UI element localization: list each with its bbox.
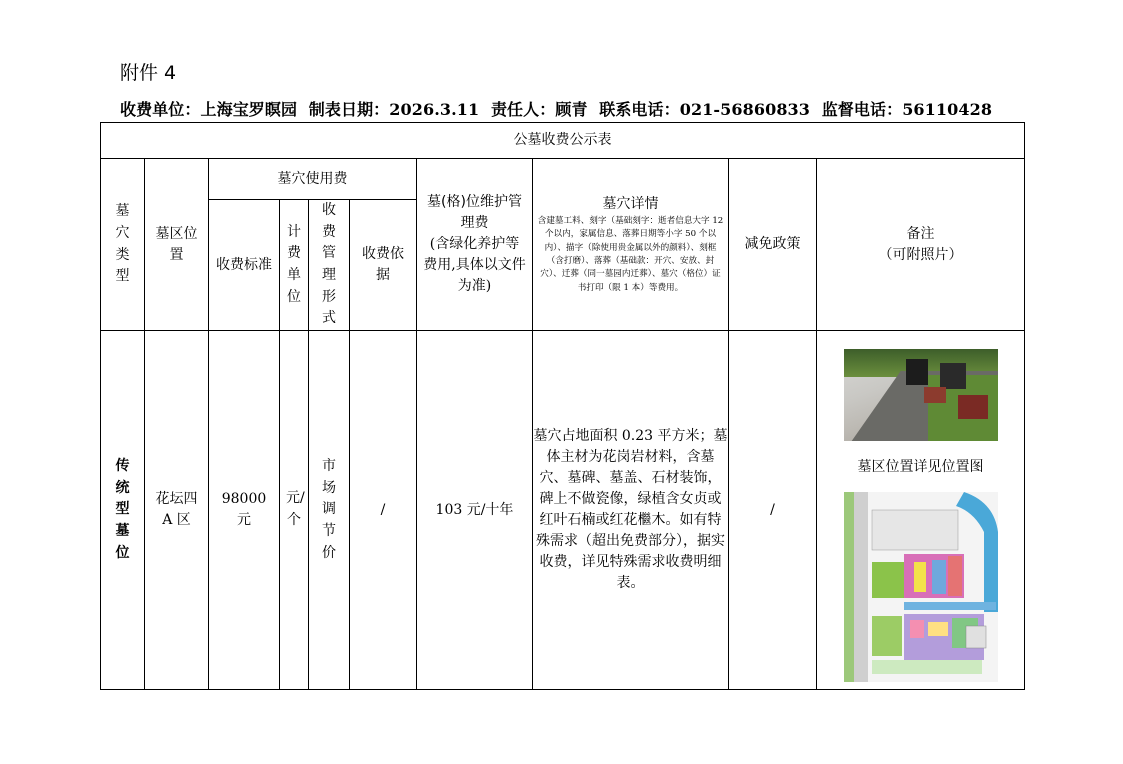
responsible-person: 责任人：顾青 — [490, 100, 588, 119]
header-remarks — [817, 159, 1025, 331]
row-standard: 98000元 — [209, 331, 280, 690]
grave-photo — [844, 349, 998, 441]
header-info-line — [120, 97, 998, 120]
header-type: 墓穴类型 — [101, 159, 145, 331]
contact-phone: 联系电话：021-56860833 — [599, 100, 811, 119]
table-date: 制表日期：2026.3.11 — [308, 100, 480, 119]
row-mgmt-form: 市场调节价 — [309, 331, 350, 690]
maintenance-title: 墓(格)位维护管理费 — [427, 194, 522, 232]
maintenance-note: (含绿化养护等费用,具体以文件为准) — [423, 236, 526, 295]
location-map — [844, 492, 998, 682]
header-details — [533, 159, 729, 331]
fee-unit: 收费单位：上海宝罗瞑园 — [120, 100, 298, 119]
row-reduction: / — [729, 331, 817, 690]
header-basis: 收费依据 — [350, 200, 417, 331]
row-maintenance: 103 元/十年 — [417, 331, 533, 690]
header-standard: 收费标准 — [209, 200, 280, 331]
row-details: 墓穴占地面积 0.23 平方米；墓体主材为花岗岩材料，含墓穴、墓碑、墓盖、石材装饰，碑上不做瓷像，绿植含女贞或红叶石楠或红花檵木。如有特殊需求（超出免费部分），据实收费，详见特殊需求收费明细表。 — [533, 331, 729, 690]
header-unit: 计费单位 — [280, 200, 309, 331]
header-maintenance — [417, 159, 533, 331]
remarks-note: （可附照片） — [878, 246, 963, 263]
attachment-label: 附件 4 — [120, 62, 177, 84]
supervision-phone: 监督电话：56110428 — [821, 100, 993, 119]
remarks-text: 墓区位置详见位置图 — [857, 459, 984, 476]
row-unit: 元/个 — [280, 331, 309, 690]
fee-table — [100, 122, 1025, 690]
row-remarks — [817, 331, 1025, 690]
details-title: 墓穴详情 — [602, 196, 659, 213]
header-use-fee: 墓穴使用费 — [209, 159, 417, 200]
remarks-title: 备注 — [906, 225, 935, 242]
row-location: 花坛四A 区 — [145, 331, 209, 690]
row-basis: / — [350, 331, 417, 690]
table-title: 公墓收费公示表 — [101, 123, 1025, 159]
row-type: 传统型墓位 — [101, 331, 145, 690]
header-reduction: 减免政策 — [729, 159, 817, 331]
header-mgmt-form: 收费管理形式 — [309, 200, 350, 331]
header-location: 墓区位置 — [145, 159, 209, 331]
details-note: 含建墓工料、刻字（基础刻字：逝者信息大字 12 个以内，家属信息、落葬日期等小字 50 个以内）、描字（除使用贵金属以外的颜料）、刻框（含打磨）、落葬（基础款：开穴、安放、封穴）、迁葬（同一墓园内迁葬）、墓穴（格位）证书打印（限 1 本）等费用。 — [537, 216, 724, 293]
